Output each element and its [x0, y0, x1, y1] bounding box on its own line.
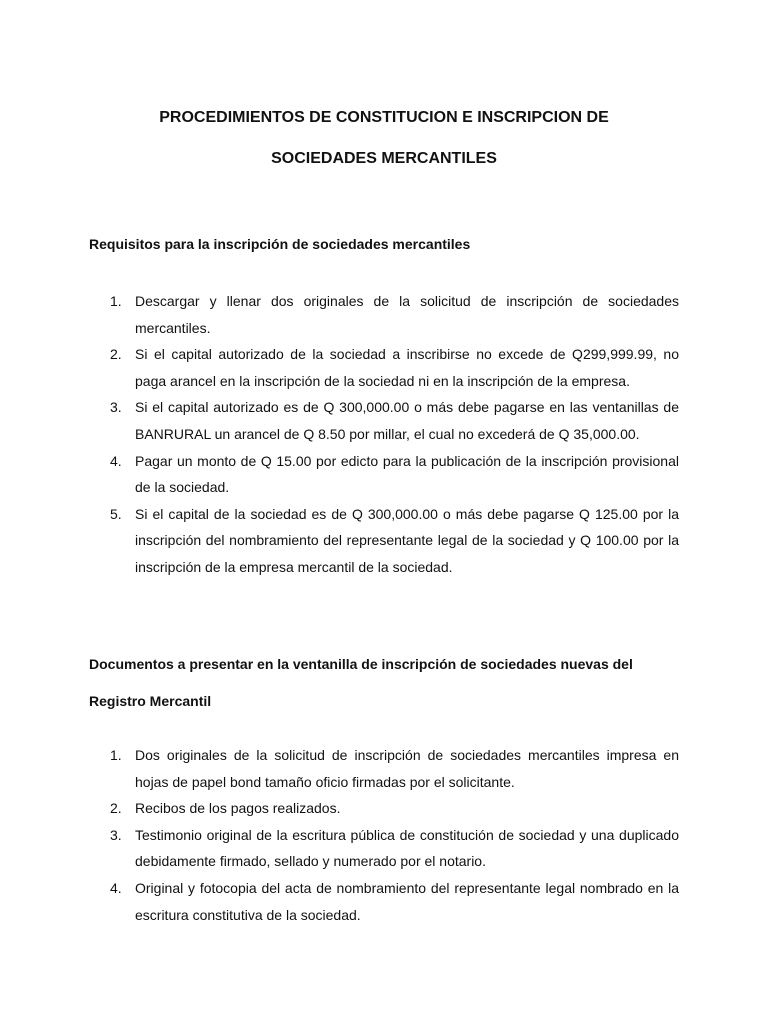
requirement-text: Descargar y llenar dos originales de la solicitud de inscripción de sociedades mercantiles. [135, 293, 679, 336]
requirement-text: Si el capital autorizado de la sociedad a inscribirse no excede de Q299,999.99, no paga arancel en la inscripción de la sociedad ni en la inscripción de la empresa. [135, 346, 679, 389]
requirement-item [0, 448, 679, 501]
list-number: 2. [110, 346, 122, 363]
requirement-text: Si el capital de la sociedad es de Q 300,000.00 o más debe pagarse Q 125.00 por la inscripción del nombramiento del representante legal de la sociedad y Q 100.00 por la inscripción de la empresa mercantil de la sociedad. [135, 505, 679, 575]
document-item [0, 875, 679, 928]
requirements-heading: Requisitos para la inscripción de sociedades mercantiles [89, 236, 471, 252]
list-number: 3. [110, 399, 122, 416]
document-text: Recibos de los pagos realizados. [135, 800, 341, 817]
document-item [0, 822, 679, 875]
list-number: 1. [110, 293, 122, 309]
list-number: 4. [110, 452, 122, 469]
documents-heading-line-1: Documentos a presentar en la ventanilla de inscripción de sociedades nuevas del [89, 656, 633, 672]
requirement-item [0, 394, 679, 447]
document-text: Original y fotocopia del acta de nombramiento del representante legal nombrado en la escritura constitutiva de la sociedad. [135, 879, 679, 923]
document-text: Testimonio original de la escritura pública de constitución de sociedad y una duplicado debidamente firmado, sellado y numerado por el notario. [135, 826, 679, 870]
list-number: 1. [110, 747, 122, 763]
requirement-text: Pagar un monto de Q 15.00 por edicto para la publicación de la inscripción provisional de la sociedad. [135, 452, 679, 496]
list-number: 2. [110, 800, 122, 817]
requirements-list [0, 288, 768, 581]
document-item [0, 795, 679, 822]
list-number: 5. [110, 505, 122, 522]
requirement-text: Si el capital autorizado es de Q 300,000.00 o más debe pagarse en las ventanillas de BANRURAL un arancel de Q 8.50 por millar, el cual no excederá de Q 35,000.00. [135, 399, 679, 442]
list-number: 3. [110, 826, 122, 843]
document-text: Dos originales de la solicitud de inscripción de sociedades mercantiles impresa en hojas de papel bond tamaño oficio firmadas por el solicitante. [135, 747, 679, 790]
requirement-item [0, 501, 679, 581]
requirement-item [0, 288, 679, 341]
document-item [0, 742, 679, 795]
document-title-line-2: SOCIEDADES MERCANTILES [271, 150, 497, 167]
list-number: 4. [110, 879, 122, 896]
document-title-line-1: PROCEDIMIENTOS DE CONSTITUCION E INSCRIPCION DE [159, 109, 609, 126]
requirement-item [0, 341, 679, 394]
documents-list [0, 742, 768, 928]
documents-heading-line-2: Registro Mercantil [89, 693, 212, 709]
